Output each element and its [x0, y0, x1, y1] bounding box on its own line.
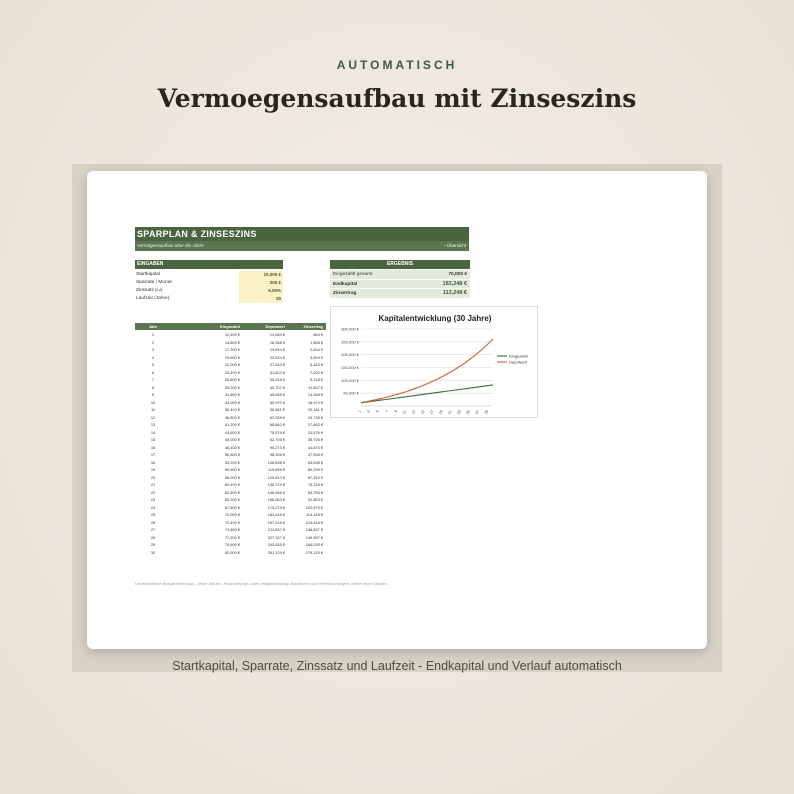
portfolio-cell: 170,279 €: [267, 504, 285, 510]
portfolio-cell: 211,637 €: [267, 527, 285, 532]
portfolio-cell: 31,602 €: [269, 369, 285, 375]
year-cell: 8: [151, 384, 155, 390]
portfolio-cell: 36,018 €: [269, 377, 285, 382]
interest-cell: 9,218 €: [310, 377, 323, 382]
portfolio-cell: 56,581 €: [269, 407, 285, 412]
year-cell: 21: [150, 482, 156, 487]
deposited-cell: 53,200 €: [224, 459, 240, 465]
year-cell: 17: [150, 452, 156, 457]
interest-cell: 102,679 €: [305, 504, 323, 510]
deposited-cell: 31,600 €: [224, 392, 240, 397]
portfolio-cell: 19,834 €: [269, 347, 285, 352]
column-header: Eingezahlt: [219, 324, 240, 329]
deposited-cell: 50,800 €: [224, 452, 240, 457]
deposited-cell: 29,200 €: [224, 384, 240, 390]
x-tick-label: 25: [465, 409, 472, 416]
capital-chart: [330, 306, 538, 418]
portfolio-cell: 45,685 €: [269, 392, 285, 397]
portfolio-cell: 158,063 €: [267, 497, 285, 502]
table-row: [135, 354, 326, 362]
deposited-cell: 46,000 €: [224, 437, 240, 442]
table-row: [135, 391, 326, 399]
table-row: [135, 384, 326, 392]
sparrate-input[interactable]: 200 €: [239, 279, 283, 287]
input-label: Sparrate / Monat: [136, 280, 172, 285]
interest-cell: 20,181 €: [307, 407, 323, 412]
deposited-cell: 24,400 €: [224, 369, 240, 375]
interest-cell: 11,507 €: [308, 384, 323, 390]
deposited-cell: 17,200 €: [224, 347, 240, 352]
y-tick-label: 300,000 €: [341, 326, 359, 332]
table-row: [135, 549, 326, 557]
year-cell: 4: [151, 354, 155, 360]
table-row: [135, 504, 326, 512]
x-tick-label: 3: [366, 409, 371, 414]
table-row: [135, 451, 326, 459]
interest-cell: 124,618 €: [305, 519, 323, 525]
chart-svg: [331, 307, 539, 419]
x-tick-label: 15: [420, 409, 426, 416]
portfolio-cell: 62,538 €: [269, 414, 285, 420]
year-cell: 13: [150, 422, 156, 427]
deposited-cell: 41,200 €: [224, 422, 240, 427]
result-panel: [330, 270, 470, 299]
caption: Startkapital, Sparrate, Zinssatz und Laufzeit - Endkapital und Verlauf automatisch: [172, 659, 622, 673]
portfolio-cell: 98,308 €: [269, 452, 285, 457]
year-cell: 14: [150, 429, 156, 435]
year-cell: 7: [151, 377, 155, 382]
x-tick-label: 27: [474, 409, 481, 416]
portfolio-cell: 125,510 €: [267, 474, 285, 480]
year-cell: 26: [150, 519, 156, 525]
interest-cell: 2,634 €: [310, 347, 323, 352]
result-value: 113,248 €: [442, 290, 467, 296]
column-header: Jahr: [148, 324, 158, 329]
eyebrow-label: AUTOMATISCH: [336, 58, 458, 72]
deposited-cell: 70,000 €: [224, 512, 240, 517]
year-cell: 15: [150, 437, 156, 442]
interest-cell: 16,970 €: [307, 399, 323, 405]
portfolio-cell: 90,273 €: [269, 444, 285, 450]
table-row: [135, 481, 326, 489]
deposited-cell: 60,400 €: [224, 482, 240, 487]
input-label: Zinssatz p.a.: [136, 288, 164, 293]
result-row-endkapital: [330, 280, 470, 290]
table-row: [135, 459, 326, 467]
sheet-title: SPARPLAN & ZINSESZINS: [135, 227, 469, 241]
table-row: [135, 496, 326, 504]
deposited-cell: 36,400 €: [224, 407, 240, 412]
year-cell: 10: [150, 399, 156, 405]
table-row: [135, 399, 326, 407]
deposited-cell: 34,000 €: [224, 399, 240, 405]
portfolio-cell: 75,576 €: [269, 429, 285, 435]
interest-cell: 164,035 €: [305, 542, 323, 547]
interest-cell: 179,129 €: [305, 549, 323, 555]
interest-cell: 31,976 €: [307, 429, 323, 435]
table-row: [135, 534, 326, 542]
table-row: [135, 466, 326, 474]
interest-cell: 664 €: [313, 332, 323, 337]
portfolio-cell: 50,970 €: [269, 399, 285, 405]
deposited-cell: 82,000 €: [224, 549, 240, 555]
interest-cell: 27,662 €: [307, 422, 323, 427]
portfolio-cell: 27,443 €: [269, 362, 285, 367]
deposited-cell: 38,800 €: [224, 414, 240, 420]
x-tick-label: 21: [447, 409, 453, 416]
table-row: [135, 361, 326, 369]
x-tick-label: 11: [401, 409, 408, 415]
portfolio-cell: 197,018 €: [267, 519, 285, 525]
result-label: Endkapital: [333, 281, 358, 287]
table-row: [135, 421, 326, 429]
deposited-cell: 72,400 €: [224, 519, 240, 525]
portfolio-cell: 106,838 €: [267, 459, 285, 465]
table-row: [135, 489, 326, 497]
y-tick-label: 50,000 €: [343, 390, 359, 396]
table-row: [135, 474, 326, 482]
interest-cell: 113,248 €: [305, 512, 323, 517]
interest-cell: 60,295 €: [307, 467, 323, 472]
interest-cell: 136,837 €: [305, 527, 323, 532]
table-row: [135, 376, 326, 384]
year-cell: 11: [150, 407, 156, 412]
result-label: Zinsertrag: [333, 291, 357, 296]
year-cell: 19: [150, 467, 156, 472]
startkapital-input[interactable]: 10,000 €: [239, 271, 283, 279]
portfolio-cell: 23,524 €: [269, 354, 285, 360]
table-row: [135, 406, 326, 414]
year-cell: 25: [150, 512, 156, 517]
result-header: ERGEBNIS: [330, 260, 470, 269]
deposited-cell: 79,600 €: [224, 542, 240, 547]
deposited-cell: 74,800 €: [224, 527, 240, 532]
portfolio-cell: 16,358 €: [269, 339, 285, 345]
portfolio-cell: 68,862 €: [269, 422, 285, 427]
interest-cell: 92,863 €: [307, 497, 323, 502]
interest-cell: 83,756 €: [307, 489, 323, 495]
deposited-cell: 26,800 €: [224, 377, 240, 382]
table-row: [135, 519, 326, 527]
chart-title: Kapitalentwicklung (30 Jahre): [378, 314, 492, 323]
deposited-cell: 62,800 €: [224, 489, 240, 495]
year-cell: 2: [151, 339, 155, 345]
portfolio-cell: 183,248 €: [267, 512, 285, 517]
x-tick-label: 19: [438, 409, 444, 416]
column-header: Depotwert: [265, 324, 285, 329]
year-cell: 29: [150, 542, 156, 547]
deposited-cell: 58,000 €: [224, 474, 240, 480]
year-cell: 28: [150, 534, 156, 540]
input-label: Laufzeit (Jahre): [136, 296, 170, 301]
portfolio-cell: 115,895 €: [267, 467, 285, 472]
table-header: [135, 323, 326, 330]
x-tick-label: 13: [410, 409, 417, 416]
result-row-eingezahlt: [330, 270, 470, 280]
projection-table: [135, 331, 326, 556]
interest-cell: 36,705 €: [307, 437, 323, 442]
x-tick-label: 23: [456, 409, 463, 416]
year-cell: 1: [151, 332, 155, 337]
deposited-cell: 77,200 €: [224, 534, 240, 540]
spreadsheet-preview: [87, 171, 707, 649]
x-tick-label: 29: [483, 409, 490, 416]
year-cell: 9: [151, 392, 155, 397]
result-value: 183,248 €: [442, 280, 467, 287]
column-header: Zinsertrag: [303, 324, 323, 329]
deposited-cell: 65,200 €: [224, 497, 240, 502]
portfolio-cell: 227,157 €: [267, 534, 285, 540]
x-tick-label: 7: [384, 409, 390, 414]
page-title: Vermoegensaufbau mit Zinseszins: [157, 84, 637, 113]
portfolio-cell: 146,556 €: [267, 489, 285, 495]
portfolio-cell: 13,064 €: [269, 332, 285, 337]
interest-cell: 1,558 €: [310, 339, 323, 345]
overview-link[interactable]: ‹ Übersicht: [444, 243, 466, 248]
interest-cell: 7,202 €: [310, 369, 323, 375]
interest-cell: 149,957 €: [305, 534, 323, 540]
sheet-subtitle-bar: [135, 241, 469, 251]
y-tick-label: 200,000 €: [341, 352, 359, 358]
table-row: [135, 331, 326, 339]
year-cell: 5: [151, 362, 155, 367]
x-tick-label: 5: [375, 409, 381, 414]
inputs-panel: [135, 271, 283, 303]
table-row: [135, 436, 326, 444]
year-cell: 30: [150, 549, 156, 555]
input-row-startkapital: [135, 271, 283, 279]
x-tick-label: 1: [357, 409, 362, 414]
disclaimer-footnote: Unverbindliche Beispielrechnung – keine Steuer-, Finanzierungs- oder Anlageberatung. Annahmen und Vereinfachungen; Werte ohne Gewähr.: [135, 581, 388, 586]
inputs-header: EINGABEN: [135, 260, 283, 269]
table-row: [135, 369, 326, 377]
year-cell: 3: [151, 347, 155, 352]
laufzeit-input[interactable]: 25: [239, 295, 283, 303]
year-cell: 24: [150, 504, 156, 510]
portfolio-cell: 261,129 €: [267, 549, 285, 555]
year-cell: 16: [150, 444, 156, 450]
table-row: [135, 339, 326, 347]
input-row-zinssatz: [135, 287, 283, 295]
table-row: [135, 526, 326, 534]
table-row: [135, 414, 326, 422]
deposited-cell: 43,600 €: [224, 429, 240, 435]
interest-cell: 23,738 €: [307, 414, 323, 420]
table-row: [135, 511, 326, 519]
sheet-subtitle: Vermögensaufbau über die Jahre: [137, 243, 204, 248]
interest-cell: 47,508 €: [307, 452, 323, 457]
interest-cell: 53,638 €: [307, 459, 323, 465]
input-row-laufzeit: [135, 295, 283, 303]
interest-cell: 5,443 €: [310, 362, 323, 367]
input-row-sparrate: [135, 279, 283, 287]
interest-cell: 14,085 €: [307, 392, 323, 397]
interest-cell: 41,873 €: [307, 444, 323, 450]
portfolio-cell: 82,705 €: [269, 437, 285, 442]
portfolio-cell: 40,707 €: [269, 384, 285, 390]
interest-cell: 75,319 €: [307, 482, 323, 487]
result-label: Eingezahlt gesamt: [333, 272, 373, 277]
zinssatz-input[interactable]: 6.00%: [239, 287, 283, 295]
deposited-cell: 19,600 €: [224, 354, 240, 360]
year-cell: 6: [151, 369, 155, 375]
deposited-cell: 14,800 €: [224, 339, 240, 345]
x-tick-label: 17: [429, 409, 435, 416]
deposited-cell: 55,600 €: [224, 467, 240, 472]
deposited-cell: 67,600 €: [224, 504, 240, 510]
year-cell: 23: [150, 497, 156, 502]
legend-label: Depotwert: [509, 359, 528, 365]
y-tick-label: 100,000 €: [341, 377, 359, 383]
year-cell: 12: [150, 414, 156, 420]
interest-cell: 67,510 €: [307, 474, 323, 480]
input-label: Startkapital: [136, 272, 160, 277]
legend-label: Eingezahlt: [509, 353, 528, 359]
year-cell: 20: [150, 474, 156, 480]
series-line-eingezahlt: [361, 385, 493, 403]
result-row-zinsertrag: [330, 289, 470, 299]
year-cell: 18: [150, 459, 156, 465]
y-tick-label: 250,000 €: [341, 339, 359, 345]
portfolio-cell: 243,635 €: [267, 542, 285, 547]
table-row: [135, 429, 326, 437]
year-cell: 27: [150, 527, 156, 532]
year-cell: 22: [150, 489, 156, 495]
table-row: [135, 444, 326, 452]
deposited-cell: 48,400 €: [224, 444, 240, 450]
x-tick-label: 9: [393, 409, 399, 414]
table-row: [135, 346, 326, 354]
deposited-cell: 22,000 €: [224, 362, 240, 367]
portfolio-cell: 135,719 €: [267, 482, 285, 487]
table-row: [135, 541, 326, 549]
interest-cell: 3,924 €: [310, 354, 323, 360]
deposited-cell: 12,400 €: [224, 332, 240, 337]
result-value: 70,000 €: [448, 272, 467, 277]
y-tick-label: 150,000 €: [341, 365, 359, 370]
